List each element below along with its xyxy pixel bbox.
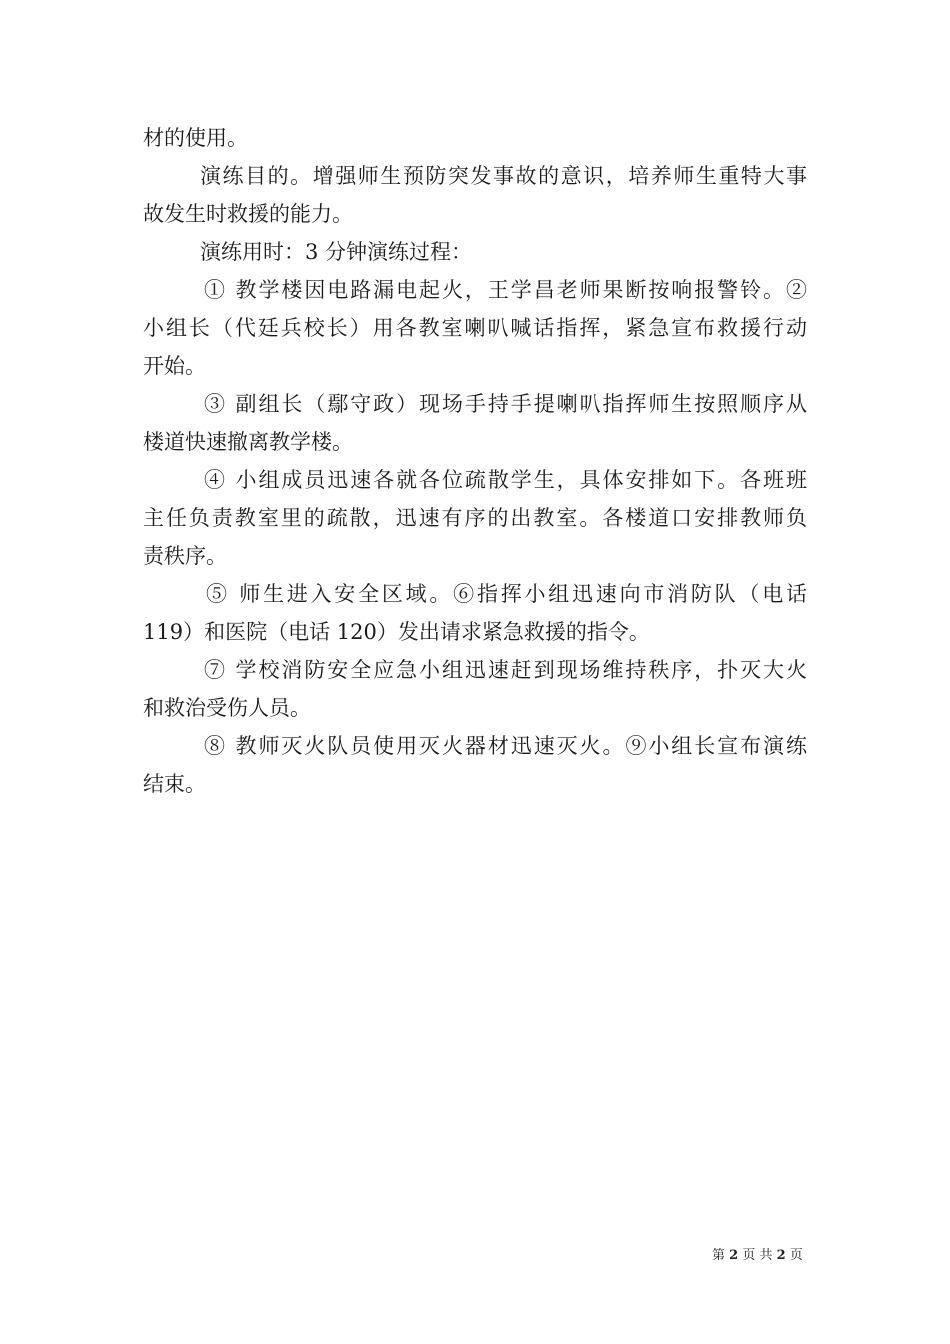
paragraph-line: 演练用时：3 分钟演练过程： <box>200 240 473 264</box>
paragraph-line: ③ 副组长（鄢守政）现场手持手提喇叭指挥师生按照顺序从 <box>204 392 807 416</box>
paragraph-line: 主任负责教室里的疏散，迅速有序的出教室。各楼道口安排教师负 <box>143 506 807 530</box>
paragraph-line: ① 教学楼因电路漏电起火，王学昌老师果断按响报警铃。② <box>204 278 807 302</box>
paragraph-line: 开始。 <box>143 354 206 378</box>
paragraph-line: 演练目的。增强师生预防突发事故的意识，培养师生重特大事 <box>200 164 807 188</box>
paragraph-line: 和救治受伤人员。 <box>143 696 311 720</box>
page-footer <box>712 1246 803 1266</box>
paragraph-line: 119）和医院（电话 120）发出请求紧急救援的指令。 <box>143 620 650 644</box>
footer-total-pages: 2 <box>776 1248 786 1263</box>
paragraph-line: 材的使用。 <box>143 126 248 150</box>
paragraph-line: 楼道快速撤离教学楼。 <box>143 430 353 454</box>
footer-suffix: 页 <box>789 1248 803 1263</box>
paragraph-line: ⑦ 学校消防安全应急小组迅速赶到现场维持秩序，扑灭大火 <box>204 658 807 682</box>
paragraph-line: 小组长（代廷兵校长）用各教室喇叭喊话指挥，紧急宣布救援行动 <box>143 316 807 340</box>
paragraph-line: ⑧ 教师灭火队员使用灭火器材迅速灭火。⑨小组长宣布演练 <box>204 734 807 758</box>
footer-middle: 页 共 <box>742 1248 773 1263</box>
paragraph-line: ④ 小组成员迅速各就各位疏散学生，具体安排如下。各班班 <box>204 468 807 492</box>
paragraph-line: 故发生时救援的能力。 <box>143 202 353 226</box>
paragraph-line: 结束。 <box>143 772 206 796</box>
footer-current-page: 2 <box>729 1248 739 1263</box>
footer-prefix: 第 <box>712 1248 726 1263</box>
paragraph-line: ⑤ 师生进入安全区域。⑥指挥小组迅速向市消防队（电话 <box>206 582 807 606</box>
paragraph-line: 责秩序。 <box>143 544 227 568</box>
